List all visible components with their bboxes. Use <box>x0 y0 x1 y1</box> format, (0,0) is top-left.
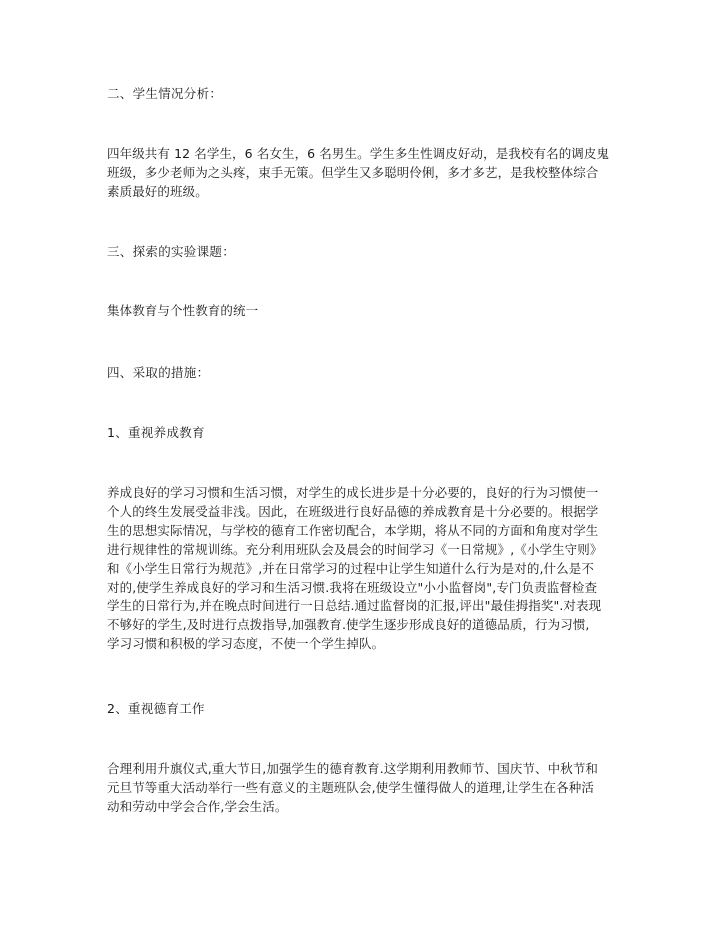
text-line: 个人的终生发展受益非浅。因此，在班级进行良好品德的养成教育是十分必要的。根据学 <box>107 503 599 519</box>
text-line: 素质最好的班级。 <box>107 183 208 199</box>
section-heading-measures: 四、采取的措施： <box>107 365 210 380</box>
text-line: 学生的日常行为,并在晚点时间进行一日总结.通过监督岗的汇报,评出"最佳拇指奖".对表现 <box>107 598 602 614</box>
text-line: 集体教育与个性教育的统一 <box>107 303 259 318</box>
text-line: 生的思想实际情况，与学校的德育工作密切配合，本学期，将从不同的方面和角度对学生 <box>107 522 599 538</box>
paragraph-analysis <box>107 145 622 202</box>
subsection-heading-moral: 2、重视德育工作 <box>107 701 205 716</box>
text-line: 动和劳动中学会合作,学会生活。 <box>107 798 288 814</box>
section-heading-analysis: 二、学生情况分析： <box>107 86 223 101</box>
text-line: 对的,使学生养成良好的学习和生活习惯.我将在班级设立"小小监督岗",专门负责监督检查 <box>107 579 598 595</box>
paragraph-habits <box>107 484 622 654</box>
subsection-heading-habits: 1、重视养成教育 <box>107 425 205 440</box>
paragraph-moral <box>107 760 622 817</box>
text-line: 班级，多少老师为之头疼，束手无策。但学生又多聪明伶俐，多才多艺，是我校整体综合 <box>107 164 599 180</box>
section-heading-topic: 三、探索的实验课题： <box>107 244 236 259</box>
text-line: 四年级共有 12 名学生，6 名女生，6 名男生。学生多生性调皮好动，是我校有名的调皮鬼 <box>107 146 610 161</box>
text-line: 元旦节等重大活动举行一些有意义的主题班队会,使学生懂得做人的道理,让学生在各种活 <box>107 779 594 795</box>
text-line: 合理利用升旗仪式,重大节日,加强学生的德育教育.这学期利用教师节、国庆节、中秋节和 <box>107 761 599 776</box>
text-line: 和《小学生日常行为规范》,并在日常学习的过程中让学生知道什么行为是对的,什么是不 <box>107 560 594 576</box>
text-line: 不够好的学生,及时进行点拨指导,加强教育.使学生逐步形成良好的道德品质，行为习惯, <box>107 617 590 633</box>
text-line: 进行规律性的常规训练。充分利用班队会及晨会的时间学习《一日常规》,《小学生守则》 <box>107 541 603 557</box>
paragraph-topic <box>107 302 622 321</box>
text-line: 养成良好的学习习惯和生活习惯，对学生的成长进步是十分必要的，良好的行为习惯使一 <box>107 485 599 500</box>
text-line: 学习习惯和积极的学习态度，不使一个学生掉队。 <box>107 636 385 652</box>
